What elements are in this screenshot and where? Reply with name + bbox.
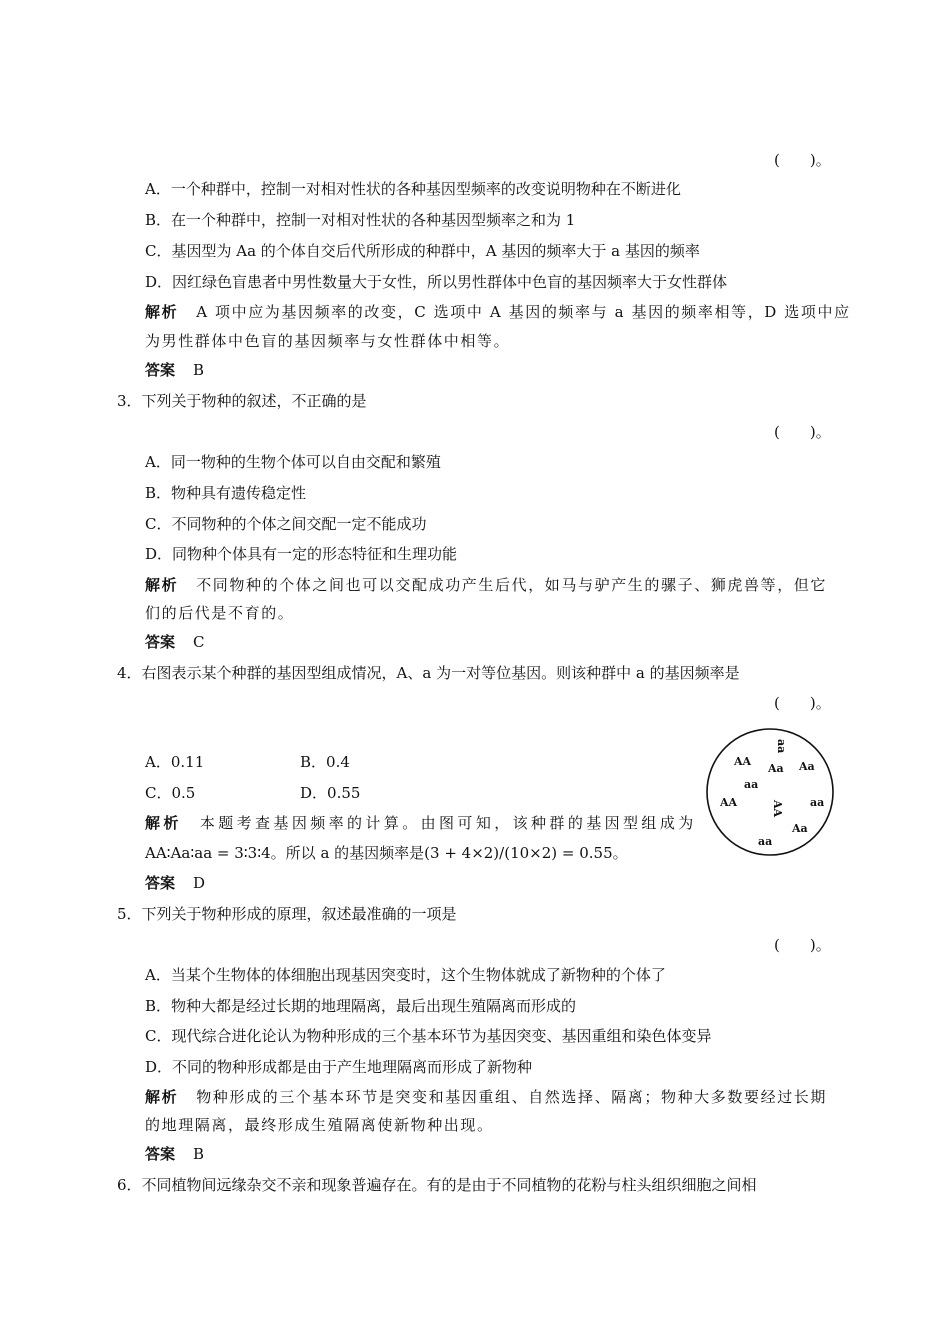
q2-option-b: B．在一个种群中，控制一对相对性状的各种基因型频率之和为 1 [145, 211, 576, 229]
q2-analysis-text: A 项中应为基因频率的改变，C 选项中 A 基因的频率与 a 基因的频率相等，D 选项中应 [196, 303, 851, 321]
q2-option-a: A．一个种群中，控制一对相对性状的各种基因型频率的改变说明物种在不断进化 [145, 180, 681, 198]
q4-analysis-label: 解析 [145, 814, 182, 832]
genotype-label-Aa: Aa [799, 760, 815, 773]
q3-analysis-line2: 们的后代是不育的。 [145, 604, 295, 622]
q5-analysis-text: 物种形成的三个基本环节是突变和基因重组、自然选择、隔离；物种大多数要经过长期 [196, 1088, 828, 1106]
q3-answer [145, 632, 205, 652]
q3-answer-label: 答案 [145, 633, 176, 651]
q4-option-d: D．0.55 [300, 784, 361, 802]
q4-answer-label: 答案 [145, 874, 176, 892]
genotype-label-aa: aa [775, 739, 788, 754]
q2-option-c: C．基因型为 Aa 的个体自交后代所形成的种群中，A 基因的频率大于 a 基因的频率 [145, 242, 700, 260]
q3-option-a: A．同一物种的生物个体可以自由交配和繁殖 [145, 453, 441, 471]
genotype-label-aa: aa [758, 835, 773, 848]
genotype-label-AA: AA [771, 800, 784, 818]
q3-analysis-text: 不同物种的个体之间也可以交配成功产生后代，如马与驴产生的骡子、狮虎兽等，但它 [196, 576, 828, 594]
q2-analysis-line1 [145, 302, 851, 322]
genotype-label-aa: aa [744, 778, 759, 791]
q5-analysis-line1 [145, 1087, 827, 1107]
q2-option-d: D．因红绿色盲患者中男性数量大于女性，所以男性群体中色盲的基因频率大于女性群体 [145, 273, 728, 291]
q5-answer-label: 答案 [145, 1145, 176, 1163]
q5-analysis-line2: 的地理隔离，最终形成生殖隔离使新物种出现。 [145, 1116, 494, 1134]
q3-answer-value: C [193, 633, 205, 651]
q5-analysis-label: 解析 [145, 1088, 179, 1106]
genotype-label-Aa: Aa [792, 822, 808, 835]
q5-option-a: A．当某个生物体的体细胞出现基因突变时，这个生物体就成了新物种的个体了 [145, 966, 666, 984]
q6-stem: 6．不同植物间远缘杂交不亲和现象普遍存在。有的是由于不同植物的花粉与柱头组织细胞之间相 [117, 1176, 757, 1194]
q2-analysis-label: 解析 [145, 303, 179, 321]
q4-analysis-line1 [145, 813, 697, 833]
genotype-label-Aa: Aa [768, 762, 784, 775]
genotype-label-aa: aa [810, 796, 825, 809]
q2-answer-value: B [193, 361, 205, 379]
q5-answer-bracket: ( )。 [774, 936, 831, 954]
q3-analysis-label: 解析 [145, 576, 179, 594]
q2-answer-label: 答案 [145, 361, 176, 379]
q5-option-d: D．不同的物种形成都是由于产生地理隔离而形成了新物种 [145, 1058, 533, 1076]
q4-stem: 4．右图表示某个种群的基因型组成情况，A、a 为一对等位基因。则该种群中 a 的基因频率是 [117, 664, 740, 682]
q4-answer [145, 873, 205, 893]
q5-answer [145, 1144, 204, 1164]
q4-option-a: A．0.11 [145, 753, 205, 771]
genotype-label-AA: AA [734, 755, 752, 768]
q3-stem: 3．下列关于物种的叙述，不正确的是 [117, 392, 367, 410]
q2-analysis-line2: 为男性群体中色盲的基因频率与女性群体中相等。 [145, 332, 511, 350]
q3-option-d: D．同物种个体具有一定的形态特征和生理功能 [145, 545, 458, 563]
q3-analysis-line1 [145, 575, 827, 595]
q2-answer-bracket: ( )。 [774, 151, 831, 169]
q5-stem: 5．下列关于物种形成的原理，叙述最准确的一项是 [117, 905, 457, 923]
q4-answer-value: D [193, 874, 206, 892]
q5-option-b: B．物种大都是经过长期的地理隔离，最后出现生殖隔离而形成的 [145, 997, 577, 1015]
q3-option-b: B．物种具有遗传稳定性 [145, 484, 307, 502]
q4-option-c: C．0.5 [145, 784, 196, 802]
q4-option-b: B．0.4 [300, 753, 350, 771]
q5-answer-value: B [193, 1145, 205, 1163]
q3-option-c: C．不同物种的个体之间交配一定不能成功 [145, 515, 427, 533]
q2-answer [145, 360, 204, 380]
genotype-label-AA: AA [720, 796, 738, 809]
population-genotype-figure [704, 726, 836, 858]
q5-option-c: C．现代综合进化论认为物种形成的三个基本环节为基因突变、基因重组和染色体变异 [145, 1027, 712, 1045]
q4-answer-bracket: ( )。 [774, 694, 831, 712]
q4-analysis-line2: AA∶Aa∶aa = 3∶3∶4。所以 a 的基因频率是(3 + 4×2)/(10×2) = 0.55。 [145, 844, 628, 862]
q3-answer-bracket: ( )。 [774, 423, 831, 441]
q4-analysis-text: 本题考查基因频率的计算。由图可知，该种群的基因型组成为 [199, 814, 697, 832]
